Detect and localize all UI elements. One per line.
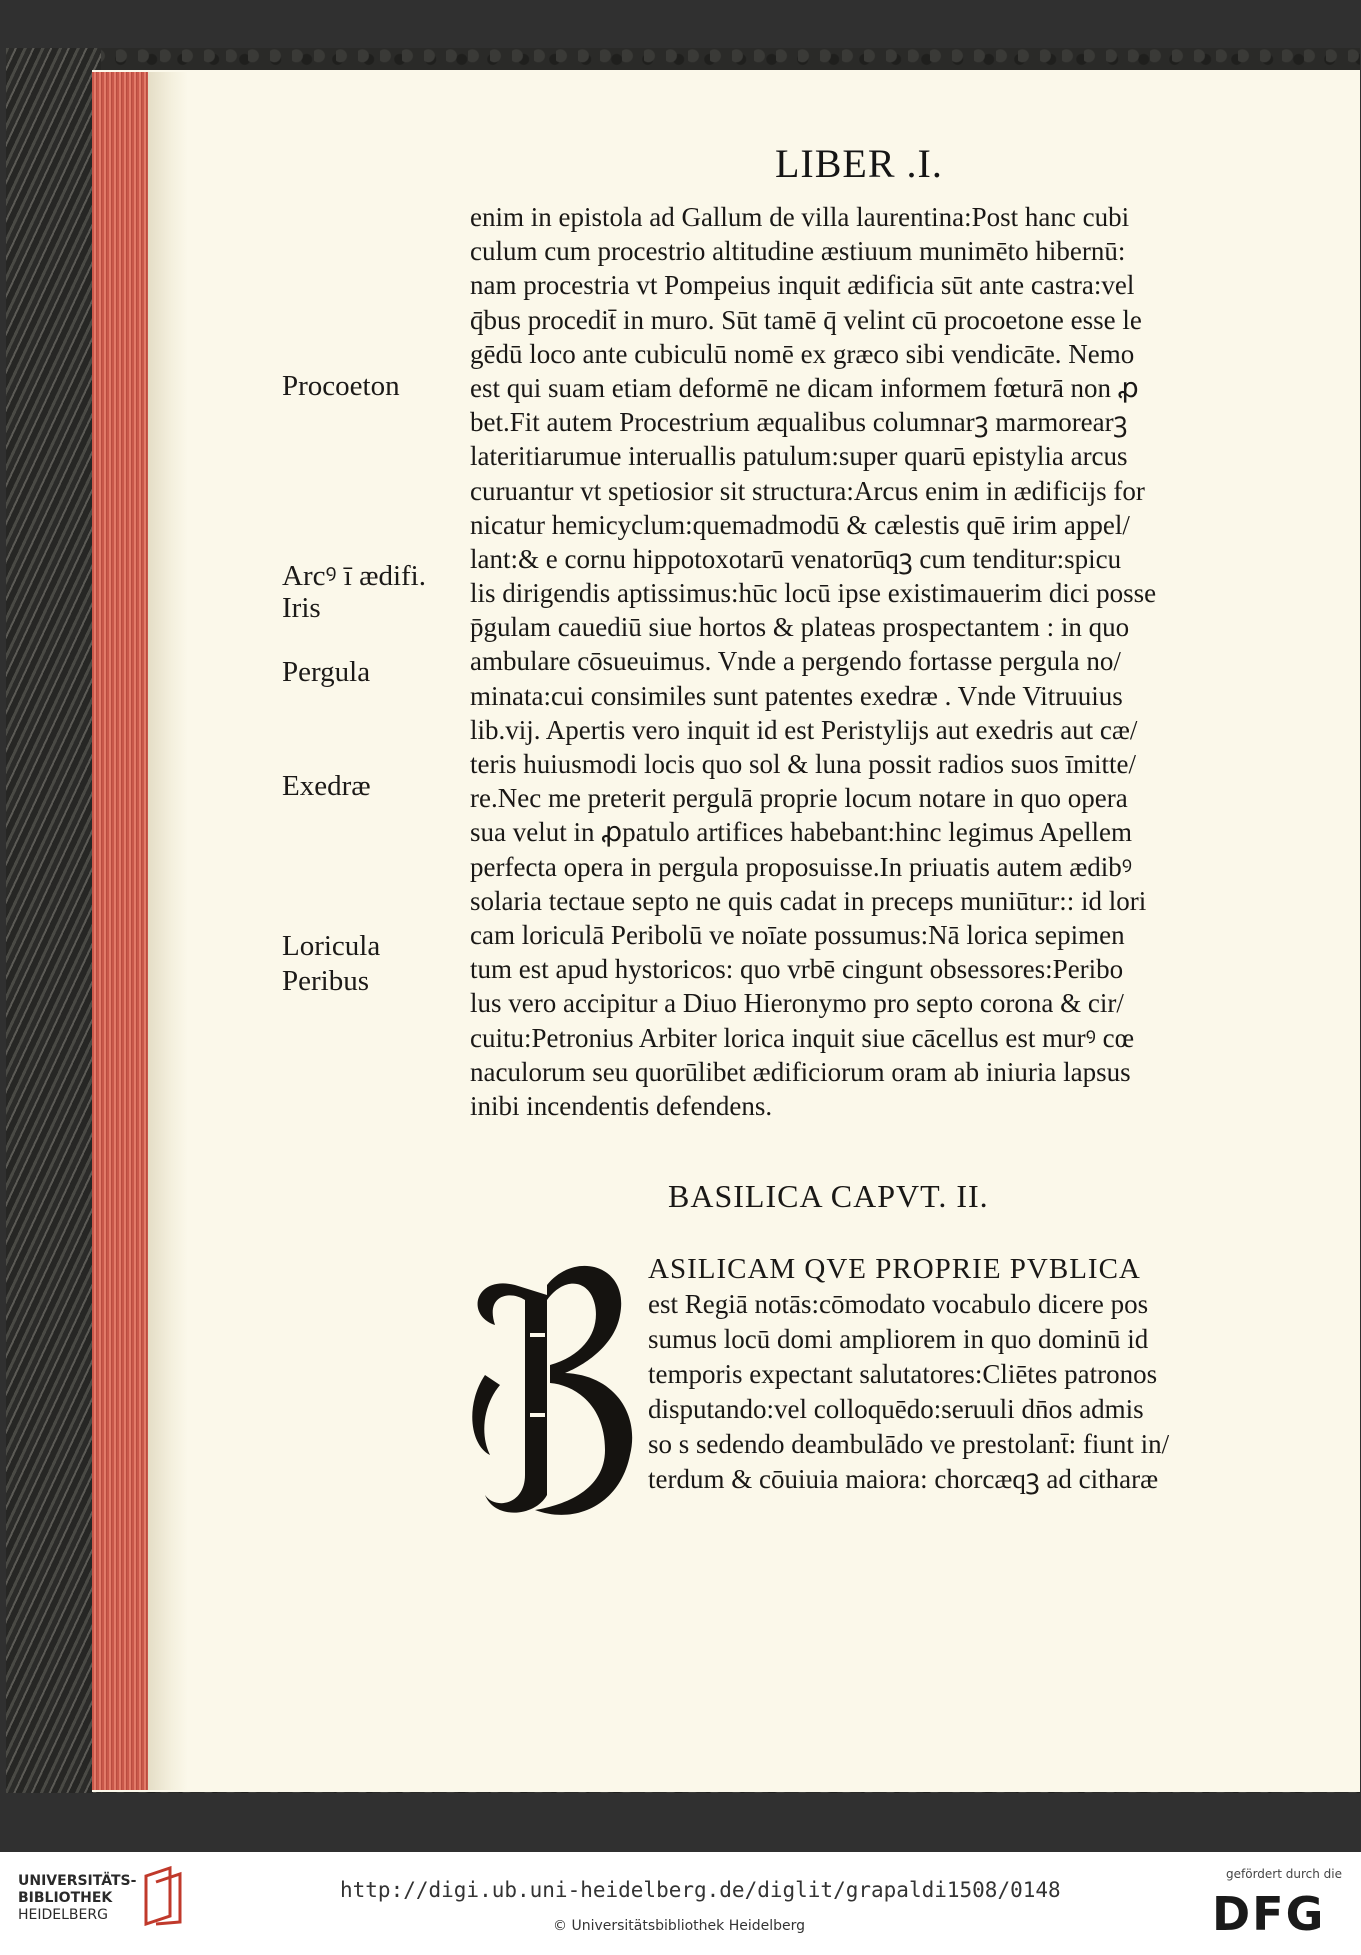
page-gutter-shadow <box>148 72 188 1790</box>
marginal-note: Loricula <box>282 930 381 962</box>
text-line: est Regiā notās:cōmodato vocabulo dicere pos <box>648 1289 1149 1319</box>
text-line: est qui suam etiam deformē ne dicam informem fœturā non ꝓ <box>470 372 1139 403</box>
marginal-note: Procoeton <box>282 370 400 402</box>
decorated-initial-b <box>455 1255 645 1525</box>
library-name-line: BIBLIOTHEK <box>18 1890 113 1906</box>
text-line: disputando:vel colloquēdo:seruuli dn̄os admis <box>648 1394 1144 1424</box>
text-line: enim in epistola ad Gallum de villa laurentina:Post hanc cubi <box>470 202 1130 232</box>
text-line: minata:cui consimiles sunt patentes exedræ . Vnde Vitruuius <box>470 680 1123 711</box>
marginal-note: Exedræ <box>282 770 371 802</box>
text-line: curuantur vt spetiosior sit structura:Arcus enim in ædificijs for <box>470 475 1145 506</box>
text-line: lateritiarumue interuallis patulum:super quarū epistylia arcus <box>470 441 1128 472</box>
text-line: q̄bus procedit̄ in muro. Sūt tamē q̄ velint cū procoetone esse le <box>470 304 1142 335</box>
text-line: nicatur hemicyclum:quemadmodū & cælestis quē irim appel/ <box>470 509 1130 540</box>
funding-note: gefördert durch die <box>1226 1867 1342 1881</box>
marginal-note: Peribus <box>282 965 369 997</box>
text-line: bet.Fit autem Procestrium æqualibus columnarꝫ marmorearꝫ <box>470 407 1128 438</box>
text-line: nam procestria vt Pompeius inquit ædificia sūt ante castra:vel <box>470 270 1135 301</box>
text-line: terdum & cōuiuia maiora: chorcæqꝫ ad citharæ <box>648 1464 1159 1494</box>
basilica-text-block <box>648 1252 1296 1497</box>
text-line: lis dirigendis aptissimus:hūc locū ipse existimauerim dici posse <box>470 578 1157 609</box>
text-line: tum est apud hystoricos: quo vrbē cingunt obsessores:Peribo <box>470 954 1124 985</box>
text-line: p̄gulam cauediū siue hortos & plateas prospectantem : in quo <box>470 612 1130 643</box>
marginal-note: Iris <box>282 592 321 624</box>
main-text-block <box>470 200 1305 1123</box>
red-page-edges <box>92 72 148 1790</box>
library-name-line: UNIVERSITÄTS- <box>18 1873 137 1889</box>
dfg-funding-badge[interactable] <box>1210 1867 1350 1947</box>
text-line: cuitu:Petronius Arbiter lorica inquit siue cācellus est murꝰ cœ <box>470 1022 1135 1053</box>
text-line: cam loriculā Peribolū ve noīate possumus:Nā lorica sepimen <box>470 919 1125 950</box>
page-url-link[interactable]: http://digi.ub.uni-heidelberg.de/diglit/grapaldi1508/0148 <box>340 1878 1061 1902</box>
text-line: re.Nec me preterit pergulā proprie locum notare in quo opera <box>470 783 1128 814</box>
running-head: LIBER .I. <box>775 141 943 186</box>
library-logo[interactable] <box>18 1867 193 1942</box>
text-line: culum cum procestrio altitudine æstiuum munimēto hibernū: <box>470 236 1126 267</box>
text-line: so s sedendo deambulādo ve prestolant̄: fiunt in/ <box>648 1429 1170 1459</box>
text-line: solaria tectaue septo ne quis cadat in preceps muniūtur:: id lori <box>470 885 1147 916</box>
marginal-note: Pergula <box>282 656 371 688</box>
text-line: inibi incendentis defendens. <box>470 1090 773 1121</box>
copyright-notice: © Universitätsbibliothek Heidelberg <box>553 1918 806 1934</box>
footer-bar <box>0 1852 1361 1955</box>
chapter-title: BASILICA CAPVT. II. <box>668 1178 989 1214</box>
text-line: lant:& e cornu hippotoxotarū venatorūqꝫ cum tenditur:spicu <box>470 543 1122 574</box>
text-line: sumus locū domi ampliorem in quo dominū id <box>648 1324 1149 1354</box>
text-line: ambulare cōsueuimus. Vnde a pergendo fortasse pergula no/ <box>470 646 1121 677</box>
text-line: teris huiusmodi locis quo sol & luna possit radios suos īmitte/ <box>470 749 1136 779</box>
text-line: temporis expectant salutatores:Cliētes patronos <box>648 1359 1158 1389</box>
text-line: lib.vij. Apertis vero inquit id est Peristylijs aut exedris aut cæ/ <box>470 714 1138 745</box>
text-line: sua velut in ꝓpatulo artifices habebant:hinc legimus Apellem <box>470 817 1132 848</box>
text-line: ASILICAM QVE PROPRIE PVBLICA <box>648 1253 1141 1285</box>
text-line: lus vero accipitur a Diuo Hieronymo pro septo corona & cir/ <box>470 988 1124 1019</box>
text-line: gēdū loco ante cubiculū nomē ex græco sibi vendicāte. Nemo <box>470 338 1135 369</box>
marginal-note: Arcꝰ ī ædifi. <box>282 560 426 592</box>
library-name-line: HEIDELBERG <box>18 1907 108 1923</box>
marbled-cover-edge <box>6 48 101 1793</box>
text-line: perfecta opera in pergula proposuisse.In priuatis autem ædibꝰ <box>470 851 1133 882</box>
text-line: naculorum seu quorūlibet ædificiorum oram ab iniuria lapsus <box>470 1056 1131 1087</box>
dfg-logo: DFG <box>1212 1887 1326 1941</box>
